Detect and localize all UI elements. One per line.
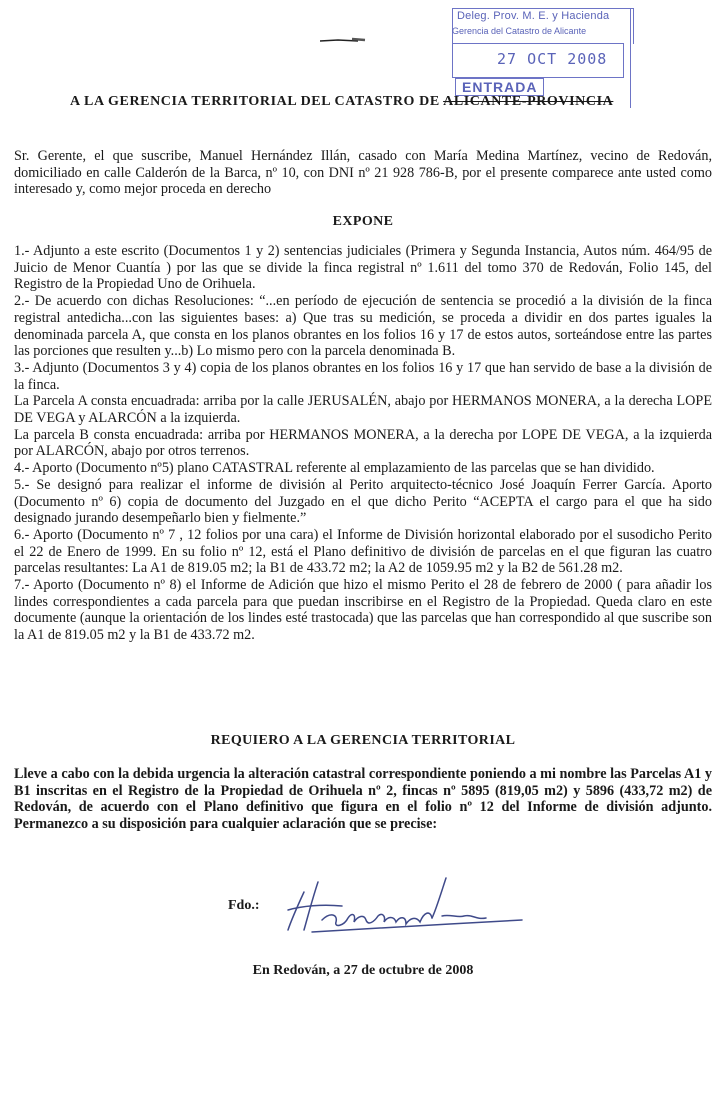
stray-ink-mark — [318, 34, 368, 46]
point-5: 5.- Se designó para realizar el informe de división al Perito arquitecto-técnico José Joaquín Ferrer García. Aporto (Documento nº 6) copia de documento del Juzgado en el que dicho Perito “ACEPTA el cargo para el que ha sido designado jurando desempeñarlo bien y fielmente.” — [14, 476, 712, 527]
request-paragraph — [14, 766, 712, 832]
requiero-heading: REQUIERO A LA GERENCIA TERRITORIAL — [210, 733, 516, 748]
parcel-b-bounds: La parcela B consta encuadrada: arriba por HERMANOS MONERA, a la derecha por LOPE DE VEGA, a la izquierda por ALARCÓN, abajo por otros terrenos. — [14, 426, 712, 460]
parcel-a-bounds: La Parcela A consta encuadrada: arriba por la calle JERUSALÉN, abajo por HERMANOS MONERA, a la derecha LOPE DE VEGA y ALARCÓN a la izquierda. — [14, 393, 712, 427]
point-2: 2.- De acuerdo con dichas Resoluciones: “...en período de ejecución de sentencia se procedió a la división de la finca registral antedicha...con las siguientes bases: a) Que tras su medición, se proceda a dividir en dos partes iguales la denominada parcela A, que consta en los planos obrantes en los folios 16 y 17 de estos autos, sorteándose entre las partes las porciones que resulten y...b) Lo mismo pero con la parcela denominada B. — [14, 293, 712, 360]
entry-stamp — [447, 5, 637, 108]
point-6: 6.- Aporto (Documento nº 7 , 12 folios por una cara) el Informe de División horizontal elaborado por el susodicho Perito el 22 de Enero de 1999. En su folio nº 12, está el Plano definitivo de división de parcelas en el que figuran las cuatro parcelas resultantes: La A1 de 819.05 m2; la B1 de 433.72 m2; la A2 de 1059.95 m2 y la B2 de 561.28 m2. — [14, 526, 712, 577]
intro-text: Sr. Gerente, el que suscribe, Manuel Hernández Illán, casado con María Medina Martínez, vecino de Redován, domiciliado en calle Calderón de la Barca, nº 10, con DNI nº 21 928 786-B, por el presente comparece ante usted como interesado y, como mejor proceda en derecho — [14, 148, 712, 198]
expone-points — [14, 243, 712, 644]
stamp-date: 27 OCT 2008 — [497, 50, 608, 68]
expone-heading: EXPONE — [332, 214, 394, 229]
title-struck-text: ALICANTE-PROVINCIA — [443, 94, 614, 109]
intro-paragraph — [14, 148, 712, 198]
document-title — [70, 94, 710, 110]
point-7: 7.- Aporto (Documento nº 8) el Informe de Adición que hizo el mismo Perito el 28 de febrero de 2000 ( para añadir los lindes correspondientes a cada parcela para que puedan inscribirse en el Registro de la Propiedad. Queda claro en este documente (aunque la orientación de los lindes esté trastocada) que las parcelas que han correspondido al que suscribe son la A1 de 819.05 m2 y la B1 de 433.72 m2. — [14, 577, 712, 644]
point-4: 4.- Aporto (Documento nº5) plano CATASTRAL referente al emplazamiento de las parcelas que se han dividido. — [14, 460, 655, 477]
point-1: 1.- Adjunto a este escrito (Documentos 1 y 2) sentencias judiciales (Primera y Segunda Instancia, Autos núm. 464/95 de Juicio de Menor Cuantía ) por las que se divide la finca registral nº 1.611 del tomo 370 de Redován, Folio 145, del Registro de la Propiedad Uno de Orihuela. — [14, 243, 712, 293]
place-and-date: En Redován, a 27 de octubre de 2008 — [252, 963, 474, 978]
stamp-agency-line: Gerencia del Catastro de Alicante — [452, 26, 587, 36]
stamp-office-line: Deleg. Prov. M. E. y Hacienda — [457, 10, 610, 22]
handwritten-signature — [282, 870, 532, 940]
stamp-entrada-label: ENTRADA — [455, 78, 544, 96]
title-text: A LA GERENCIA TERRITORIAL DEL CATASTRO DE — [70, 94, 444, 109]
point-3: 3.- Adjunto (Documentos 3 y 4) copia de los planos obrantes en los folios 16 y 17 que han servido de base a la división de la finca. — [14, 359, 712, 393]
signature-label: Fdo.: — [228, 898, 260, 913]
request-text: Lleve a cabo con la debida urgencia la alteración catastral correspondiente poniendo a mi nombre las Parcelas A1 y B1 inscritas en el Registro de la Propiedad de Orihuela nº 2, fincas nº 5895 (819,05 m2) y 5896 (433,72 m2) de Redován, de acuerdo con el Plano definitivo que figura en el folio nº 12 del Informe de división adjunto. Permanezco a su disposición para cualquier aclaración que se precise: — [14, 766, 712, 832]
